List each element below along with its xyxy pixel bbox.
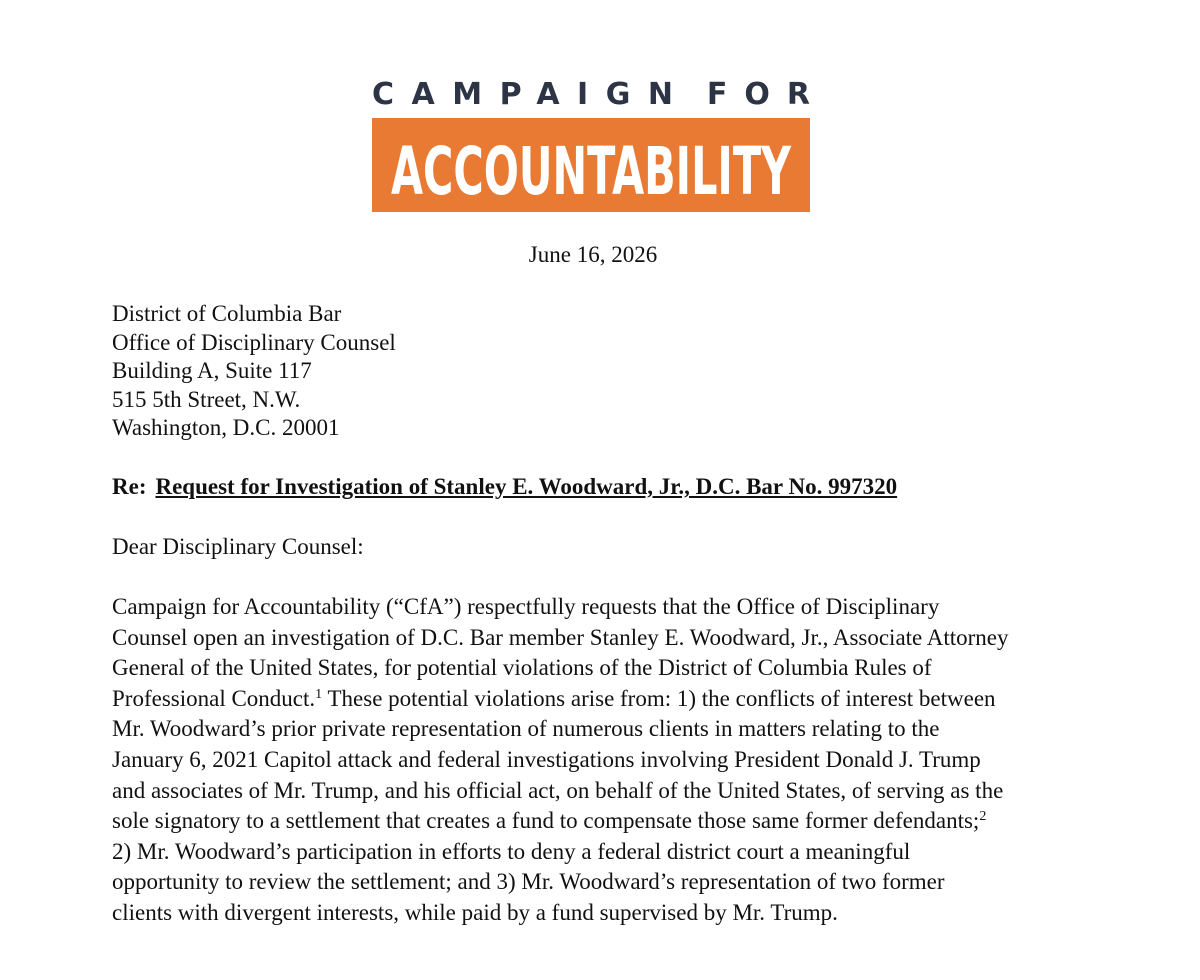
body-line: 2) Mr. Woodward’s participation in efforts to deny a federal district court a meaningful <box>112 838 911 864</box>
body-line: General of the United States, for potential violations of the District of Columbia Rules of <box>112 655 932 681</box>
body-line: Campaign for Accountability (“CfA”) respectfully requests that the Office of Disciplinary <box>112 594 940 619</box>
subject-label: Re: <box>112 474 147 499</box>
logo-word-campaign: CAMPAIGN <box>372 76 691 112</box>
salutation: Dear Disciplinary Counsel: <box>112 534 364 559</box>
footnote-ref-1[interactable]: 1 <box>315 686 323 702</box>
address-line: Washington, D.C. 20001 <box>112 415 340 440</box>
logo-accountability-wordmark <box>372 118 810 212</box>
body-line: Mr. Woodward’s prior private representation of numerous clients in matters relating to the <box>112 716 940 742</box>
footnote-ref-2[interactable]: 2 <box>979 809 987 825</box>
body-line: January 6, 2021 Capitol attack and federal investigations involving President Donald J. Trump <box>112 746 981 772</box>
body-line: opportunity to review the settlement; and 3) Mr. Woodward’s representation of two former <box>112 869 945 895</box>
body-line: Counsel open an investigation of D.C. Bar member Stanley E. Woodward, Jr., Associate Attorney <box>112 624 1009 650</box>
subject-line <box>112 474 897 500</box>
address-line: Office of Disciplinary Counsel <box>112 329 396 355</box>
body-line <box>112 684 1092 715</box>
body-line <box>112 806 1092 837</box>
address-line: 515 5th Street, N.W. <box>112 386 301 412</box>
address-line: District of Columbia Bar <box>112 301 342 326</box>
logo-accountability-text: ACCOUNTABILITY <box>391 133 792 210</box>
logo-word-for: FOR <box>706 76 827 112</box>
logo-top-line <box>372 74 827 114</box>
body-paragraph <box>112 592 1092 929</box>
body-line: and associates of Mr. Trump, and his official act, on behalf of the United States, of serving as the <box>112 777 1004 803</box>
letter-date: June 16, 2026 <box>528 242 658 267</box>
logo-accountability-banner <box>372 118 810 212</box>
address-line: Building A, Suite 117 <box>112 358 312 383</box>
body-line: clients with divergent interests, while paid by a fund supervised by Mr. Trump. <box>112 899 838 925</box>
body-line-part: Professional Conduct. <box>112 685 316 711</box>
body-line-part: sole signatory to a settlement that creates a fund to compensate those same former defendants; <box>112 808 980 834</box>
recipient-address <box>112 300 396 443</box>
body-line-part: These potential violations arise from: 1) the conflicts of interest between <box>322 685 996 711</box>
subject-text: Request for Investigation of Stanley E. Woodward, Jr., D.C. Bar No. 997320 <box>155 474 898 499</box>
